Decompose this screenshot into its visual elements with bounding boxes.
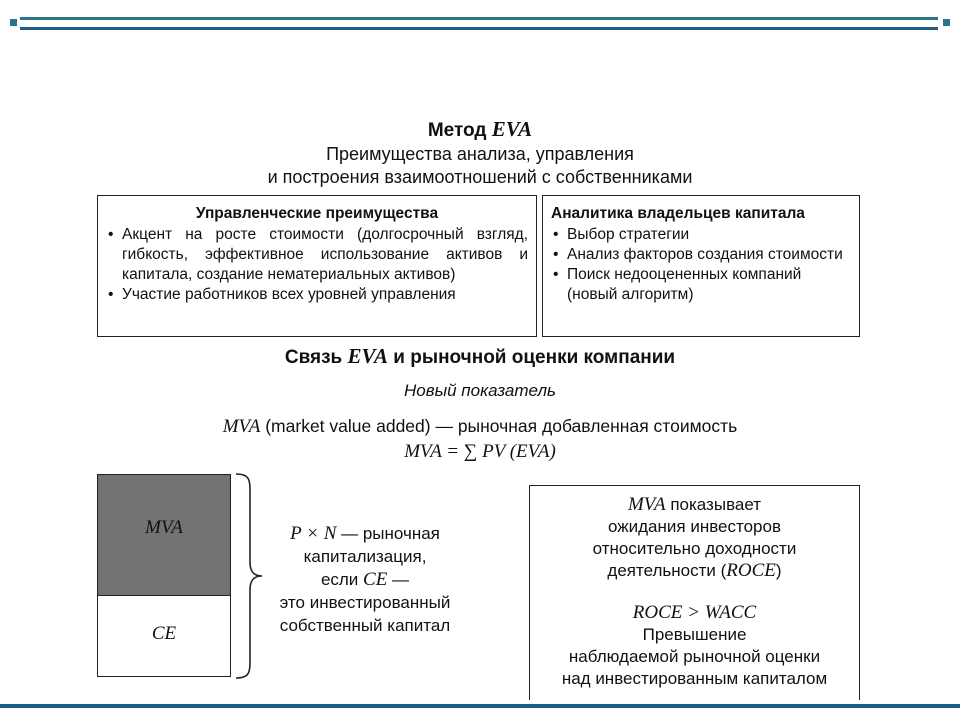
interp-line-4-prefix: деятельности ( — [607, 561, 727, 580]
top-rule-lower — [20, 27, 938, 30]
market-cap-explanation — [255, 522, 475, 637]
explanation-line-3 — [255, 568, 475, 591]
list-item: • Выбор стратегии — [551, 225, 851, 245]
interp-line-6: наблюдаемой рыночной оценки — [568, 647, 821, 666]
explanation-line-4: это инвестированный — [279, 593, 451, 612]
bottom-rule — [0, 704, 960, 708]
subtitle-line-2: и построения взаимоотношений с собственниками — [267, 167, 693, 187]
list-item: • Участие работников всех уровней управления — [106, 285, 528, 305]
mva-formula: MVA = ∑ PV (EVA) — [404, 441, 556, 462]
mva-block-label: MVA — [145, 517, 183, 538]
explanation-line-3-prefix: если — [320, 570, 364, 589]
owners-analytics-box — [542, 195, 860, 337]
interp-line-4 — [530, 560, 859, 582]
explanation-line-1-text: — рыночная — [336, 524, 440, 543]
interp-line-3: относительно доходности — [592, 539, 797, 558]
mva-definition — [0, 416, 960, 438]
subtitle-line-1: Преимущества анализа, управления — [326, 144, 634, 164]
explanation-line-2: капитализация, — [303, 547, 427, 566]
new-indicator-label: Новый показатель — [404, 381, 556, 400]
list-item: • Поиск недооцененных компаний (новый алгоритм) — [551, 265, 851, 305]
top-rule-upper — [20, 17, 938, 20]
mva-definition-text: (market value added) — рыночная добавленная стоимость — [265, 416, 738, 436]
explanation-line-1 — [255, 522, 475, 545]
explanation-line-3-suffix: — — [387, 570, 410, 589]
list-item: • Акцент на росте стоимости (долгосрочный взгляд, гибкость, эффективное использование активов и капитала, создание нематериальных активов) — [106, 225, 528, 285]
owners-analytics-heading: Аналитика владельцев капитала — [551, 205, 805, 222]
pxn-var: P × N — [290, 523, 337, 544]
mva-definition-var: MVA — [222, 416, 261, 437]
interp-line-2: ожидания инвесторов — [608, 517, 781, 536]
page-title — [0, 117, 960, 142]
title-prefix: Метод — [427, 120, 487, 141]
interp-line-5: Превышение — [642, 625, 747, 644]
section-title-suffix: и рыночной оценки компании — [393, 347, 676, 368]
top-left-square — [10, 19, 17, 26]
management-advantages-heading: Управленческие преимущества — [195, 205, 439, 222]
explanation-line-5: собственный капитал — [279, 616, 451, 635]
section-title-var: EVA — [347, 344, 388, 368]
roce-wacc-formula: ROCE > WACC — [632, 602, 757, 623]
section-title — [0, 344, 960, 369]
interp-line-4-suffix: ) — [775, 561, 782, 580]
interp-line-1-text: показывает — [665, 495, 762, 514]
top-right-square — [943, 19, 950, 26]
ce-block — [97, 595, 231, 677]
ce-var: CE — [363, 569, 388, 590]
interp-line-1 — [530, 494, 859, 516]
section-title-prefix: Связь — [284, 347, 343, 368]
management-advantages-list — [106, 225, 528, 305]
list-item: • Анализ факторов создания стоимости — [551, 245, 851, 265]
management-advantages-box — [97, 195, 537, 337]
title-var: EVA — [491, 117, 533, 141]
mva-block — [97, 474, 231, 596]
mva-interpretation-box — [529, 485, 860, 700]
owners-analytics-list — [551, 225, 851, 305]
interp-mva-var: MVA — [627, 494, 666, 515]
roce-var: ROCE — [726, 560, 776, 581]
ce-block-label: CE — [151, 623, 177, 644]
interp-line-7: над инвестированным капиталом — [561, 669, 828, 688]
